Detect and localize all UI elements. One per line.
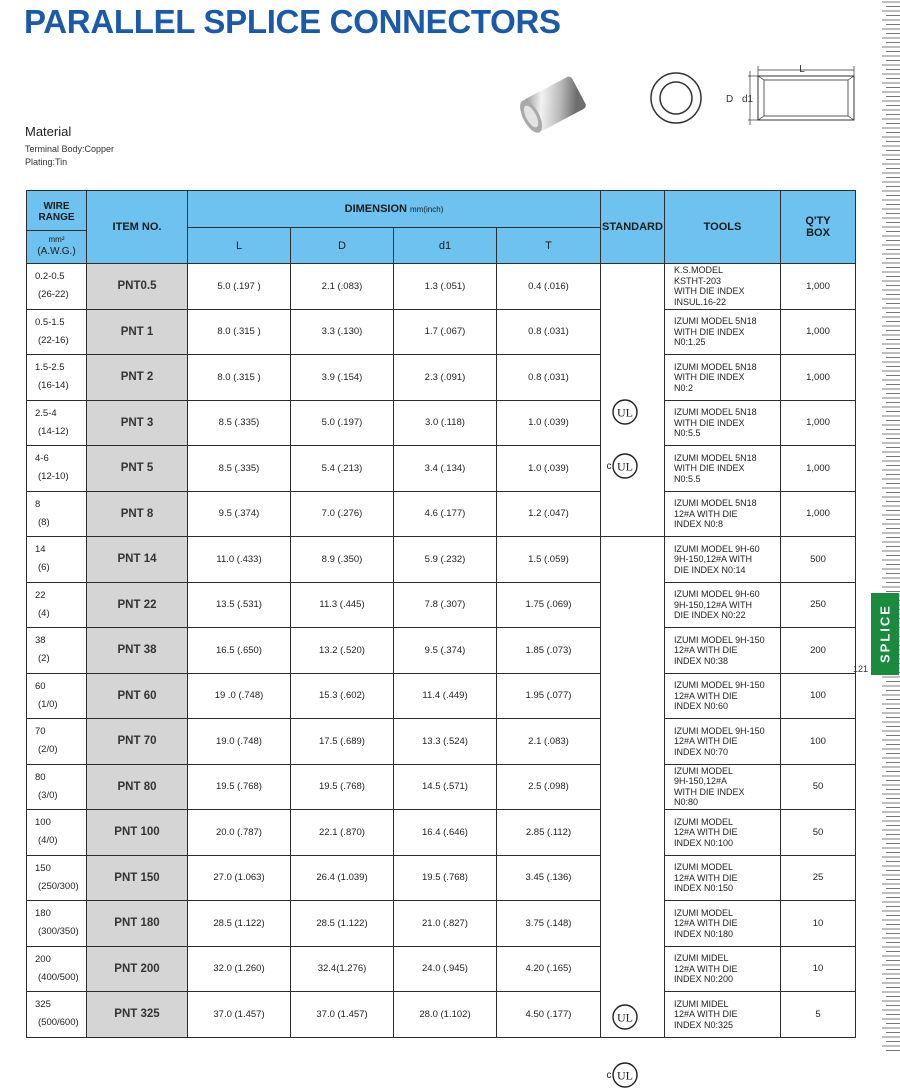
dim-d1-cell: 3.0 (.118): [394, 400, 497, 446]
table-row: [27, 355, 856, 401]
wire-range-mm: 100: [35, 817, 51, 829]
tools-line: N0:5.5: [674, 473, 701, 484]
item-no-cell: PNT0.5: [87, 264, 188, 310]
tools-line: 9H-150,12#A: [674, 776, 728, 787]
dim-d1-cell: 2.3 (.091): [394, 355, 497, 401]
table-row: [27, 628, 856, 674]
qty-cell: 1,000: [781, 264, 856, 310]
wire-range-mm: 0.5-1.5: [35, 316, 65, 328]
table-row: [27, 855, 856, 901]
dim-t-cell: 2.85 (.112): [497, 810, 601, 856]
tools-line: IZUMI MODEL 9H-60: [674, 543, 760, 554]
dim-l-cell: 19.5 (.768): [188, 764, 291, 810]
wire-range-mm: 22: [35, 589, 46, 601]
tools-cell: [665, 764, 781, 810]
tools-line: INDEX N0:200: [674, 974, 734, 984]
dim-d1-cell: 7.8 (.307): [394, 582, 497, 628]
dim-d1-cell: 5.9 (.232): [394, 537, 497, 583]
wire-range-cell: [27, 946, 87, 992]
dim-l-cell: 19 .0 (.748): [188, 673, 291, 719]
qty-cell: 1,000: [781, 400, 856, 446]
tools-line: DIE INDEX N0:22: [674, 610, 746, 620]
tools-cell: [665, 628, 781, 674]
dim-d1-cell: 13.3 (.524): [394, 719, 497, 765]
dim-d-cell: 19.5 (.768): [291, 764, 394, 810]
wire-range-mm: 4-6: [35, 453, 49, 465]
tools-cell: [665, 582, 781, 628]
dim-l-cell: 8.0 (.315 ): [188, 309, 291, 355]
wire-range-awg: (250/300): [38, 880, 79, 892]
svg-text:c: c: [606, 1070, 612, 1081]
tools-line: N0:2: [674, 382, 694, 393]
item-no-cell: PNT 60: [87, 673, 188, 719]
header-dim-t: T: [497, 228, 601, 264]
tools-cell: [665, 309, 781, 355]
tools-line: 12#A WITH DIE: [674, 872, 738, 883]
tools-line: INDEX N0:70: [674, 746, 729, 757]
wire-range-cell: [27, 673, 87, 719]
table-row: [27, 264, 856, 310]
tools-cell: [665, 673, 781, 719]
wire-range-cell: [27, 992, 87, 1038]
table-row: [27, 582, 856, 628]
dim-d-cell: 13.2 (.520): [291, 628, 394, 674]
dim-d-cell: 15.3 (.602): [291, 673, 394, 719]
wire-range-cell: [27, 628, 87, 674]
qty-cell: 10: [781, 946, 856, 992]
qty-cell: 1,000: [781, 355, 856, 401]
dim-t-cell: 2.5 (.098): [497, 764, 601, 810]
tools-cell: [665, 264, 781, 310]
dim-t-cell: 1.5 (.059): [497, 537, 601, 583]
header-awg-unit: (A.W.G.): [37, 245, 76, 257]
dim-d-cell: 3.3 (.130): [291, 309, 394, 355]
dim-t-cell: 1.75 (.069): [497, 582, 601, 628]
dim-d-cell: 37.0 (1.457): [291, 992, 394, 1038]
dim-d-cell: 5.4 (.213): [291, 446, 394, 492]
tools-cell: [665, 537, 781, 583]
qty-cell: 50: [781, 810, 856, 856]
wire-range-cell: [27, 901, 87, 947]
dim-d1-cell: 19.5 (.768): [394, 855, 497, 901]
wire-range-mm: 2.5-4: [35, 407, 57, 419]
tools-line: IZUMI MODEL 5N18: [674, 498, 757, 508]
cul-mark-icon: [605, 452, 641, 480]
dim-l-cell: 11.0 (.433): [188, 537, 291, 583]
ul-mark-icon: [611, 398, 639, 426]
standard-cell: [601, 264, 665, 537]
item-no-cell: PNT 150: [87, 855, 188, 901]
wire-range-cell: [27, 400, 87, 446]
qty-cell: 500: [781, 537, 856, 583]
header-qty: [781, 191, 856, 264]
dim-d1-cell: 4.6 (.177): [394, 491, 497, 537]
header-box-label: BOX: [806, 227, 830, 239]
header-wire-range: [27, 191, 87, 264]
item-no-cell: PNT 3: [87, 400, 188, 446]
tools-line: IZUMI MODEL 5N18: [674, 452, 757, 463]
wire-range-awg: (6): [38, 562, 50, 574]
tools-line: 12#A WITH DIE: [674, 963, 738, 974]
dim-l-cell: 16.5 (.650): [188, 628, 291, 674]
tools-cell: [665, 810, 781, 856]
dim-d-cell: 22.1 (.870): [291, 810, 394, 856]
qty-cell: 250: [781, 582, 856, 628]
dim-t-cell: 2.1 (.083): [497, 719, 601, 765]
item-no-cell: PNT 38: [87, 628, 188, 674]
dim-t-cell: 0.4 (.016): [497, 264, 601, 310]
tools-cell: [665, 355, 781, 401]
item-no-cell: PNT 22: [87, 582, 188, 628]
wire-range-mm: 1.5-2.5: [35, 362, 65, 374]
qty-cell: 100: [781, 673, 856, 719]
tools-line: INDEX N0:8: [674, 519, 724, 529]
header-item-no: ITEM NO.: [87, 191, 188, 264]
dim-t-cell: 3.45 (.136): [497, 855, 601, 901]
tools-line: INDEX N0:60: [674, 701, 729, 711]
dim-d-cell: 7.0 (.276): [291, 491, 394, 537]
dim-d-cell: 3.9 (.154): [291, 355, 394, 401]
wire-range-awg: (2/0): [38, 744, 58, 756]
dim-d1-cell: 1.3 (.051): [394, 264, 497, 310]
tools-cell: [665, 491, 781, 537]
dim-l-cell: 8.5 (.335): [188, 400, 291, 446]
wire-range-awg: (16-14): [38, 380, 69, 392]
section-tab-label: SPLICE: [877, 604, 893, 664]
table-row: [27, 764, 856, 810]
item-no-cell: PNT 70: [87, 719, 188, 765]
tools-cell: [665, 400, 781, 446]
item-no-cell: PNT 200: [87, 946, 188, 992]
wire-range-mm: 8: [35, 498, 41, 510]
qty-cell: 10: [781, 901, 856, 947]
wire-range-awg: (4): [38, 607, 50, 619]
wire-range-cell: [27, 764, 87, 810]
header-dim-d1: d1: [394, 228, 497, 264]
wire-range-awg: (2): [38, 653, 50, 665]
tools-line: IZUMI MODEL: [674, 862, 734, 872]
wire-range-mm: 0.2-0.5: [35, 271, 65, 283]
dim-l-cell: 37.0 (1.457): [188, 992, 291, 1038]
section-tab[interactable]: [871, 593, 899, 675]
standard-cell: [601, 537, 665, 1083]
header-qty-label: Q'TY: [805, 215, 831, 227]
spec-table: [26, 190, 856, 1083]
item-no-cell: PNT 1: [87, 309, 188, 355]
wire-range-cell: [27, 537, 87, 583]
tools-line: WITH DIE INDEX: [674, 286, 745, 297]
dim-d-cell: 26.4 (1.039): [291, 855, 394, 901]
tools-line: N0:80: [674, 797, 699, 808]
dim-label-d: D: [726, 94, 734, 105]
dim-d-cell: 11.3 (.445): [291, 582, 394, 628]
tools-cell: [665, 946, 781, 992]
material-plating-line: Plating:Tin: [25, 157, 68, 167]
qty-cell: 1,000: [781, 309, 856, 355]
tools-line: 12#A WITH DIE: [674, 736, 738, 746]
tools-line: 12#A WITH DIE: [674, 690, 738, 701]
dim-t-cell: 3.75 (.148): [497, 901, 601, 947]
header-dim-d: D: [291, 228, 394, 264]
svg-text:UL: UL: [617, 1068, 633, 1083]
spec-table-body: [27, 264, 856, 1083]
dim-l-cell: 28.5 (1.122): [188, 901, 291, 947]
wire-range-awg: (8): [38, 516, 50, 528]
tools-line: K.S.MODEL: [674, 265, 724, 276]
dim-d-cell: 17.5 (.689): [291, 719, 394, 765]
wire-range-mm: 180: [35, 908, 51, 920]
tools-line: IZUMI MODEL 9H-150: [674, 725, 765, 736]
item-no-cell: PNT 5: [87, 446, 188, 492]
item-no-cell: PNT 8: [87, 491, 188, 537]
header-dimension-unit: mm(inch): [410, 205, 444, 214]
wire-range-awg: (400/500): [38, 971, 79, 983]
wire-range-awg: (1/0): [38, 698, 58, 710]
wire-range-mm: 200: [35, 953, 51, 965]
dim-t-cell: 4.50 (.177): [497, 992, 601, 1038]
svg-text:c: c: [606, 461, 612, 472]
wire-range-mm: 80: [35, 771, 46, 783]
svg-text:UL: UL: [617, 405, 633, 420]
item-no-cell: PNT 180: [87, 901, 188, 947]
dim-l-cell: 9.5 (.374): [188, 491, 291, 537]
dim-label-l: L: [799, 64, 805, 75]
wire-range-cell: [27, 491, 87, 537]
wire-range-awg: (4/0): [38, 835, 58, 847]
table-row: [27, 673, 856, 719]
dim-t-cell: 0.8 (.031): [497, 309, 601, 355]
dim-l-cell: 13.5 (.531): [188, 582, 291, 628]
material-body-line: Terminal Body:Copper: [25, 144, 115, 154]
cul-mark-icon: [605, 1061, 641, 1089]
table-row: [27, 946, 856, 992]
item-no-cell: PNT 2: [87, 355, 188, 401]
tools-line: 12#A WITH DIE: [674, 918, 738, 928]
table-row: [27, 901, 856, 947]
tools-line: WITH DIE INDEX: [674, 786, 745, 797]
dim-d1-cell: 16.4 (.646): [394, 810, 497, 856]
wire-range-mm: 60: [35, 680, 46, 692]
tools-line: IZUMI MODEL 5N18: [674, 407, 757, 417]
table-row: [27, 992, 856, 1038]
tools-line: INDEX N0:38: [674, 655, 729, 666]
wire-range-cell: [27, 855, 87, 901]
dim-l-cell: 5.0 (.197 ): [188, 264, 291, 310]
tools-line: IZUMI MODEL: [674, 765, 734, 776]
table-row: [27, 400, 856, 446]
table-row: [27, 309, 856, 355]
qty-cell: 1,000: [781, 446, 856, 492]
dim-d-cell: 28.5 (1.122): [291, 901, 394, 947]
tools-line: N0:5.5: [674, 428, 701, 438]
dim-d-cell: 32.4(1.276): [291, 946, 394, 992]
table-row: [27, 810, 856, 856]
header-dimension-label: DIMENSION: [344, 203, 407, 215]
item-no-cell: PNT 325: [87, 992, 188, 1038]
svg-text:UL: UL: [617, 1010, 633, 1025]
dim-d1-cell: 1.7 (.067): [394, 309, 497, 355]
dim-t-cell: 1.2 (.047): [497, 491, 601, 537]
dimension-drawing: [722, 60, 862, 130]
wire-range-cell: [27, 309, 87, 355]
tools-line: 12#A WITH DIE: [674, 508, 738, 519]
ul-mark-icon: [611, 1003, 639, 1031]
qty-cell: 5: [781, 992, 856, 1038]
tools-line: INDEX N0:325: [674, 1019, 734, 1030]
header-wire-label: WIRE: [43, 200, 70, 212]
svg-text:UL: UL: [617, 459, 633, 474]
dim-d1-cell: 28.0 (1.102): [394, 992, 497, 1038]
tools-line: WITH DIE INDEX: [674, 372, 745, 382]
wire-range-awg: (300/350): [38, 926, 79, 938]
wire-range-cell: [27, 582, 87, 628]
tools-line: KSTHT-203: [674, 275, 722, 286]
tools-line: WITH DIE INDEX: [674, 417, 745, 428]
wire-range-awg: (22-16): [38, 334, 69, 346]
wire-range-mm: 14: [35, 544, 46, 556]
dim-t-cell: 1.0 (.039): [497, 400, 601, 446]
tools-line: INSUL.16-22: [674, 296, 727, 307]
dim-d1-cell: 3.4 (.134): [394, 446, 497, 492]
qty-cell: 50: [781, 764, 856, 810]
qty-cell: 25: [781, 855, 856, 901]
tools-line: IZUMI MIDEL: [674, 953, 729, 963]
header-mm-unit: mm²: [48, 234, 65, 244]
dim-l-cell: 27.0 (1.063): [188, 855, 291, 901]
wire-range-cell: [27, 446, 87, 492]
wire-range-cell: [27, 355, 87, 401]
wire-range-mm: 325: [35, 999, 51, 1011]
wire-range-awg: (3/0): [38, 789, 58, 801]
tools-line: WITH DIE INDEX: [674, 463, 745, 473]
dim-d1-cell: 14.5 (.571): [394, 764, 497, 810]
wire-range-awg: (500/600): [38, 1017, 79, 1029]
table-row: [27, 537, 856, 583]
table-row: [27, 491, 856, 537]
header-standard: STANDARD: [601, 191, 665, 264]
dim-l-cell: 32.0 (1.260): [188, 946, 291, 992]
tools-cell: [665, 992, 781, 1038]
dim-d1-cell: 11.4 (.449): [394, 673, 497, 719]
tools-line: INDEX N0:150: [674, 883, 734, 893]
tools-cell: [665, 901, 781, 947]
table-row: [27, 446, 856, 492]
wire-range-cell: [27, 264, 87, 310]
dim-l-cell: 19.0 (.748): [188, 719, 291, 765]
header-dimension: [188, 191, 601, 228]
tools-line: INDEX N0:100: [674, 837, 734, 848]
item-no-cell: PNT 14: [87, 537, 188, 583]
dim-t-cell: 4.20 (.165): [497, 946, 601, 992]
tools-line: IZUMI MODEL 5N18: [674, 361, 757, 372]
dim-t-cell: 1.0 (.039): [497, 446, 601, 492]
tools-cell: [665, 855, 781, 901]
header-range-label: RANGE: [38, 211, 75, 223]
dim-t-cell: 1.85 (.073): [497, 628, 601, 674]
dim-d1-cell: 24.0 (.945): [394, 946, 497, 992]
tools-cell: [665, 719, 781, 765]
tools-line: IZUMI MODEL 9H-60: [674, 589, 760, 599]
wire-range-awg: (26-22): [38, 289, 69, 301]
item-no-cell: PNT 80: [87, 764, 188, 810]
tools-line: DIE INDEX N0:14: [674, 564, 746, 575]
ring-end-view-icon: [648, 70, 704, 126]
tools-line: IZUMI MODEL 5N18: [674, 316, 757, 326]
tools-line: 12#A WITH DIE: [674, 1009, 738, 1019]
tools-line: IZUMI MODEL: [674, 907, 734, 918]
item-no-cell: PNT 100: [87, 810, 188, 856]
header-tools: TOOLS: [665, 191, 781, 264]
tools-line: IZUMI MIDEL: [674, 998, 729, 1009]
wire-range-mm: 150: [35, 862, 51, 874]
dim-d-cell: 2.1 (.083): [291, 264, 394, 310]
tools-line: IZUMI MODEL: [674, 816, 734, 827]
tools-line: INDEX N0:180: [674, 928, 734, 939]
tools-cell: [665, 446, 781, 492]
table-row: [27, 719, 856, 765]
tools-line: N0:1.25: [674, 337, 706, 347]
wire-range-cell: [27, 719, 87, 765]
dim-l-cell: 20.0 (.787): [188, 810, 291, 856]
dim-l-cell: 8.5 (.335): [188, 446, 291, 492]
header-dim-l: L: [188, 228, 291, 264]
tools-line: 12#A WITH DIE: [674, 645, 738, 655]
tools-line: IZUMI MODEL 9H-150: [674, 634, 765, 645]
wire-range-awg: (14-12): [38, 425, 69, 437]
dim-label-d1: d1: [742, 94, 754, 105]
page-title: PARALLEL SPLICE CONNECTORS: [24, 3, 561, 40]
page-edge-ruler: [872, 0, 900, 1051]
tools-line: WITH DIE INDEX: [674, 326, 745, 337]
wire-range-awg: (12-10): [38, 471, 69, 483]
dim-l-cell: 8.0 (.315 ): [188, 355, 291, 401]
tools-line: 12#A WITH DIE: [674, 827, 738, 837]
tools-line: IZUMI MODEL 9H-150: [674, 680, 765, 690]
dim-t-cell: 0.8 (.031): [497, 355, 601, 401]
dim-d1-cell: 21.0 (.827): [394, 901, 497, 947]
qty-cell: 100: [781, 719, 856, 765]
qty-cell: 200: [781, 628, 856, 674]
dim-d1-cell: 9.5 (.374): [394, 628, 497, 674]
material-heading: Material: [25, 124, 72, 139]
tools-line: 9H-150,12#A WITH: [674, 599, 753, 610]
wire-range-mm: 38: [35, 635, 46, 647]
wire-range-cell: [27, 810, 87, 856]
dim-d-cell: 5.0 (.197): [291, 400, 394, 446]
tools-line: 9H-150,12#A WITH: [674, 554, 753, 564]
wire-range-mm: 70: [35, 726, 46, 738]
product-photo: [515, 70, 595, 142]
dim-d-cell: 8.9 (.350): [291, 537, 394, 583]
dim-t-cell: 1.95 (.077): [497, 673, 601, 719]
qty-cell: 1,000: [781, 491, 856, 537]
page-number: 121: [853, 664, 869, 674]
